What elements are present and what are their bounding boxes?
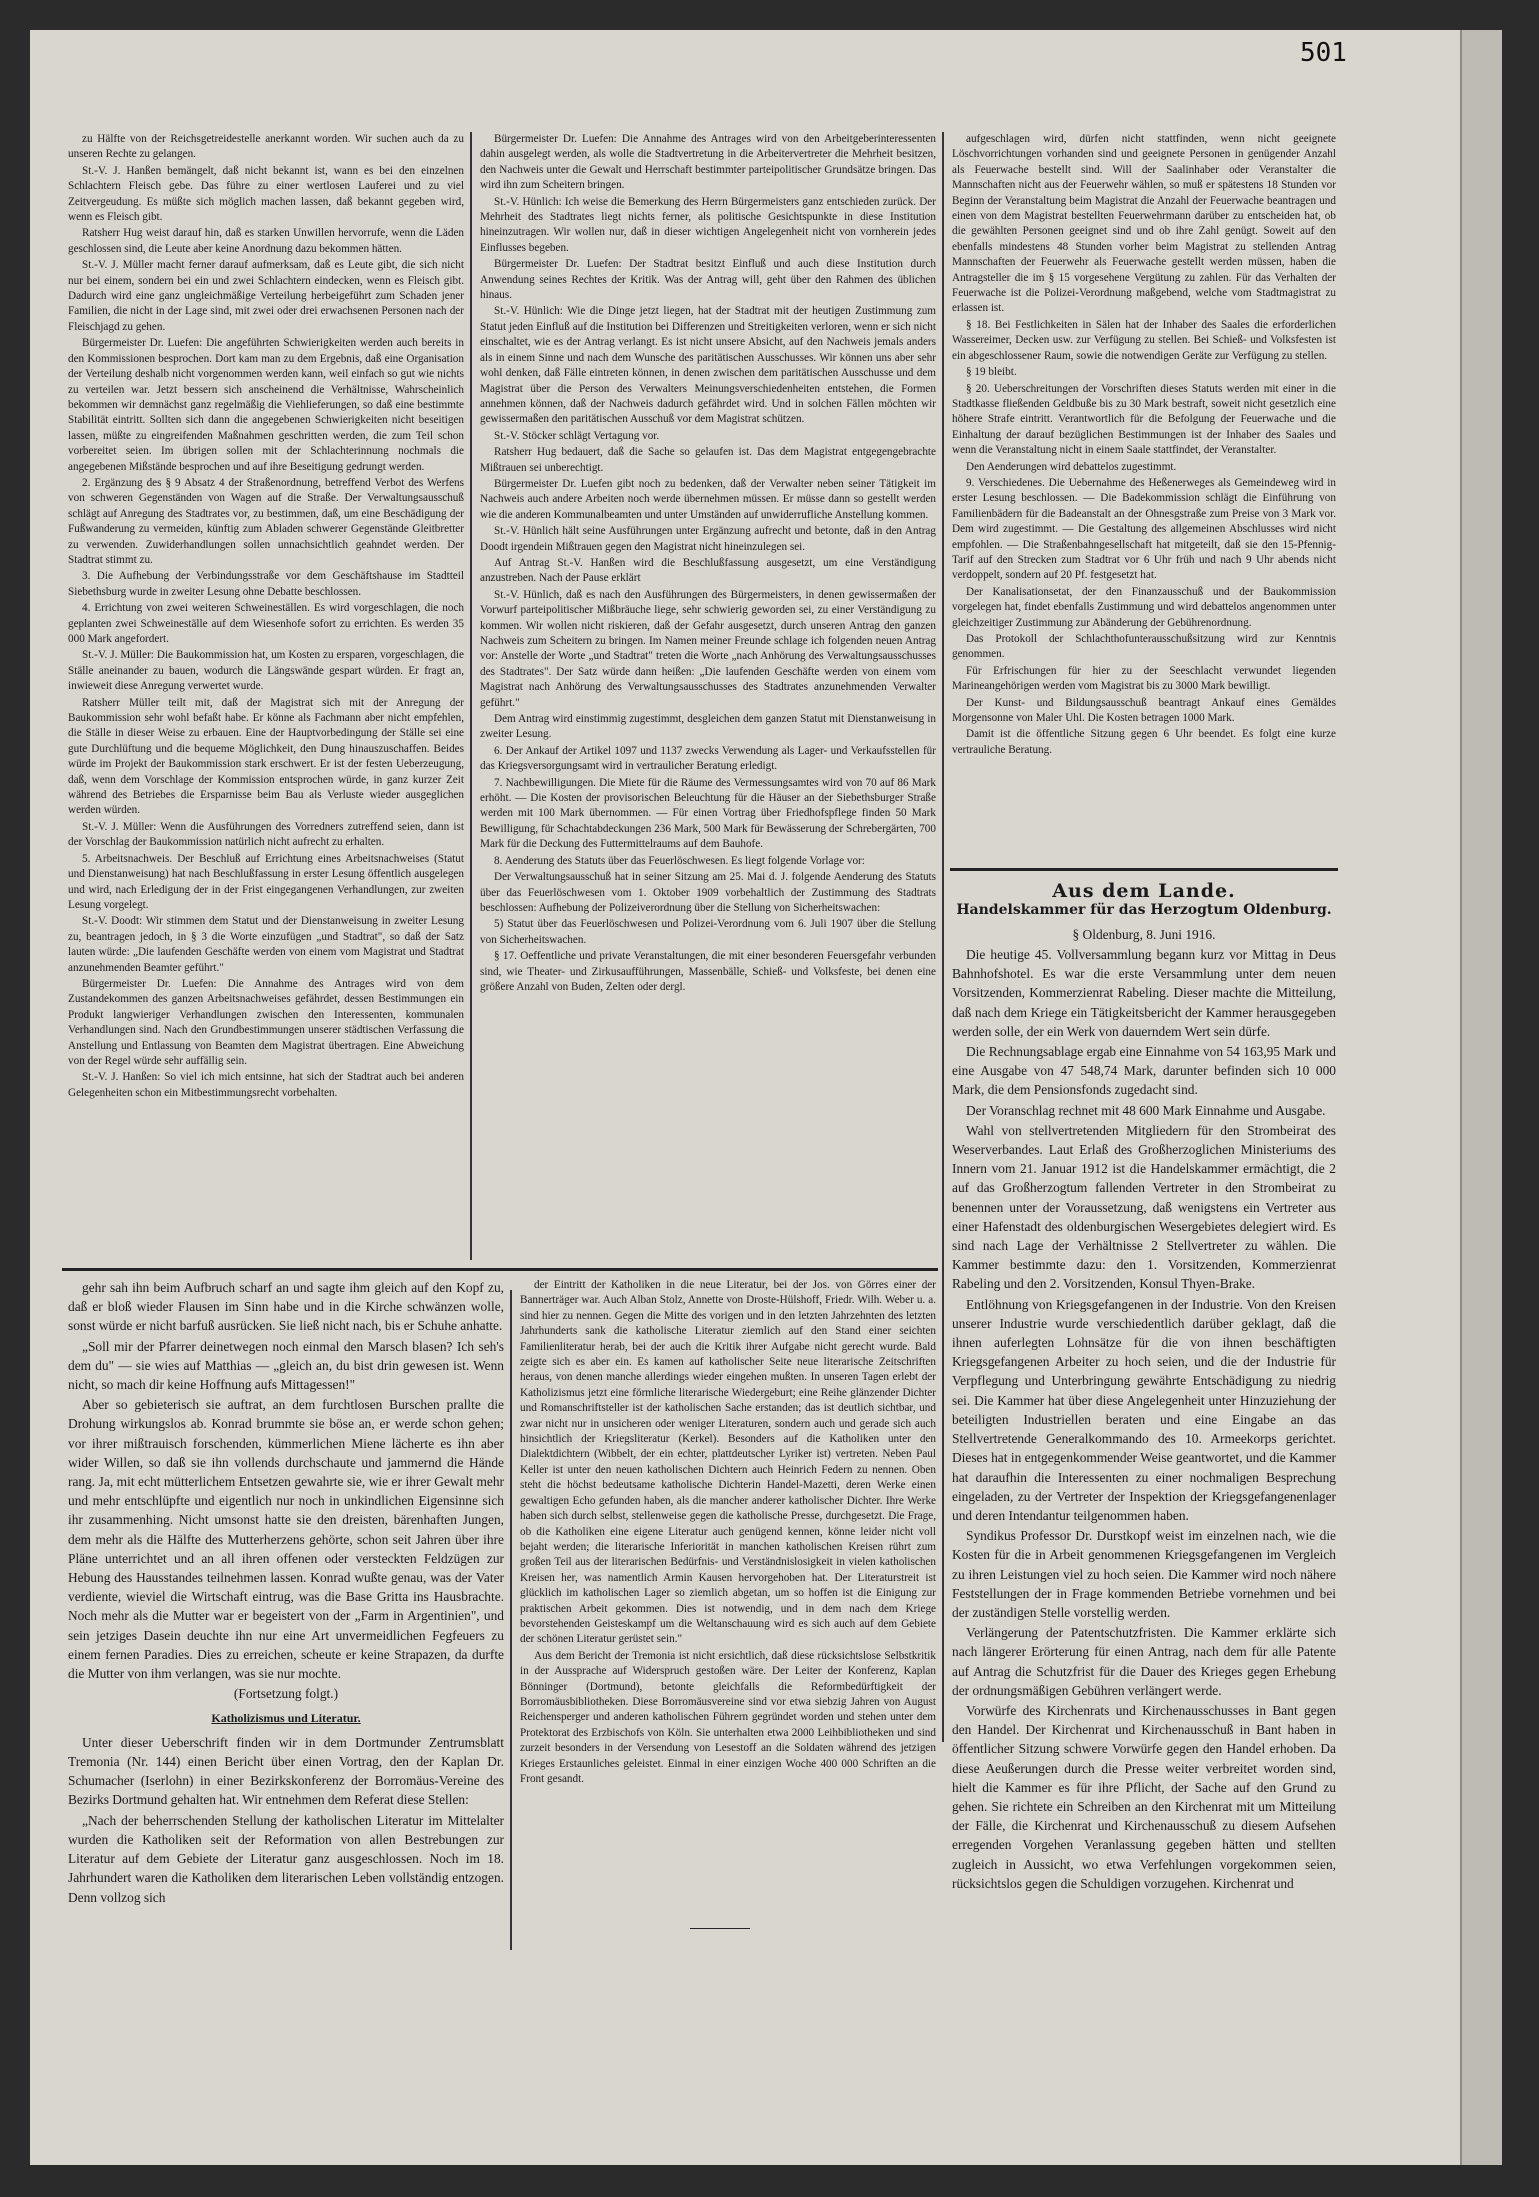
page-edge [1460,30,1502,2165]
upper-lower-separator [62,1268,938,1271]
aus-dem-lande-separator [950,868,1338,871]
paragraph: gehr sah ihn beim Aufbruch scharf an und sagte ihm gleich auf den Kopf zu, daß er bloß wieder Flausen im Sinn habe und in die Kirche schwänzen wolle, sonst würde er nicht barfuß ausrücken. Sie ließ nicht nach, bis er Schuhe anhatte. [68,1280,504,1334]
paragraph: St.-V. J. Müller: Die Baukommission hat, um Kosten zu ersparen, vorgeschlagen, die Ställe aneinander zu bauen, wodurch die Längswände gespart würden. Er fragt an, inwieweit diese Anregung verwertet wurde. [68,649,464,693]
paragraph: Bürgermeister Dr. Luefen: Die angeführten Schwierigkeiten werden auch bereits in den Kommissionen besprochen. Dort kam man zu dem Ergebnis, daß eine Organisation der Verteilung deshalb nicht vorgenommen werden kann, weil einfach so gut wie nichts zu verteilen war. Jetzt bessern sich anscheinend die Verhältnisse, Wahrscheinlich bekommen wir demnächst ganz regelmäßig die Viehlieferungen, so daß eine bestimmte Stabilität eintritt. Sollten sich dann die angegebenen Schwierigkeiten nicht beseitigen lassen, müßte zu eingreifenden Maßnahmen geschritten werden, die zum Teil schon vorbereitet seien. Im übrigen sollen mit der Schlachterinnung nochmals die angegebenen Mißstände besprochen und auf ihre Beseitigung gedrungt werden. [68,337,464,473]
column-3 [952,132,1336,862]
paragraph: § 20. Ueberschreitungen der Vorschriften dieses Statuts werden mit einer in die Stadtkasse fließenden Geldbuße bis zu 30 Mark bestraft, soweit nicht gesetzlich eine höhere Strafe eintritt. Verantwortlich für die Befolgung der Feuerwache und die Einhaltung der darauf bezüglichen Bestimmungen ist der Inhaber des Saales und wenn die Veranstaltung nicht in einem Saale stattfindet, der Veranstalter. [952,382,1336,457]
katholizismus-heading: Katholizismus und Literatur. [211,1711,361,1726]
paragraph: St.-V. J. Hanßen bemängelt, daß nicht bekannt ist, wann es bei den einzelnen Schlachtern Fleisch gebe. Das führe zu einer wertlosen Lauferei und zu viel Zeitvergeudung. Es müßte sich möglich machen lassen, daß bekannt gegeben wird, wenn es Fleisch gibt. [68,164,464,224]
paragraph: 9. Verschiedenes. Die Uebernahme des Heßenerweges als Gemeindeweg wird in erster Lesung beschlossen. — Die Badekommission schlägt die Einführung von Familienbädern für die Badeanstalt an der Ohnesgstraße zum Preise von 3 Mark vor. Dem wird zugestimmt. — Die Gestaltung des allgemeinen Abschlusses wird nicht empfohlen. — Die Straßenbahngesellschaft hat mitgeteilt, daß sie den 15-Pfennig-Tarif auf den Strecken zum Stadtrat vor 6 Uhr früh und nach 9 Uhr abends nicht verdoppelt, sondern auf 20 Pf. festgesetzt hat. [952,476,1336,582]
paragraph: Für Erfrischungen für hier zu der Seeschlacht verwundet liegenden Marineangehörigen werden vom Magistrat bis zu 3000 Mark bewilligt. [952,664,1336,693]
paragraph: 8. Aenderung des Statuts über das Feuerlöschwesen. Es liegt folgende Vorlage vor: [494,854,865,867]
paragraph: Der Kanalisationsetat, der den Finanzausschuß und der Baukommission vorgelegen hat, findet ebenfalls Zustimmung und wird debattelos angenommen unter gleichzeitiger Zustimmung zur Abänderung der Gebührenordnung. [952,585,1336,629]
paragraph: 2. Ergänzung des § 9 Absatz 4 der Straßenordnung, betreffend Verbot des Werfens von schweren Gegenständen von Wagen auf die Straße. Der Verwaltungsausschuß schlägt auf Anregung des Stadtrates vor, zu bestimmen, daß, um eine Beschädigung der Fußwanderung zu vermeiden, künftig zum Abladen schwerer Gegenstände Gleitbretter zu verwenden. Zuwiderhandlungen sollen unnachsichtlich geahndet werden. Der Stadtrat stimmt zu. [68,476,464,566]
paragraph: Der Voranschlag rechnet mit 48 600 Mark Einnahme und Ausgabe. [966,1102,1326,1118]
paragraph: Die heutige 45. Vollversammlung begann kurz vor Mittag in Deus Bahnhofshotel. Es war die erste Versammlung unter dem neuen Vorsitzenden, Kommerzienrat Rabeling. Dieser machte die Mitteilung, daß nach dem Kriege ein Tätigkeitsbericht der Kammer herausgegeben werden solle, der ein Werk von dauerndem Wert sein dürfe. [952,947,1336,1039]
paragraph: St.-V. Hünlich hält seine Ausführungen unter Ergänzung aufrecht und betonte, daß in den Antrag Doodt irgendein Mißtrauen gegen den Magistrat nicht hineinzulegen sei. [480,525,936,553]
paragraph: Ratsherr Hug bedauert, daß die Sache so gelaufen ist. Das dem Magistrat entgegengebrachte Mißtrauen sei unberechtigt. [480,446,936,474]
paragraph: Syndikus Professor Dr. Durstkopf weist im einzelnen nach, wie die Kosten für die in Arbeit genommenen Kriegsgefangenen im Vergleich zu ihren Leistungen viel zu hoch seien. Die Kammer wird noch nähere Feststellungen der in Frage kommenden Betriebe vornehmen und bei der zuständigen Stelle vorstellig werden. [952,1528,1336,1620]
column-rule-1 [470,132,472,1260]
paragraph: Bürgermeister Dr. Luefen: Die Annahme des Antrages wird von dem Zustandekommen des ganzen Arbeitsnachweises gefährdet, dessen Bestimmungen ein Produkt langwieriger Verhandlungen zwischen den Interessenten, kommunalen Verhandlungen sind. Nach den Grundbestimmungen unserer städtischen Verfassung die Anstellung und Entlassung von Beamten dem Magistrat übertragen. Eine Abweichung von der Regel würde sehr auffällig sein. [68,977,464,1067]
lower-column-2 [520,1278,936,1948]
paragraph: Verlängerung der Patentschutzfristen. Die Kammer erklärte sich nach längerer Erörterung für einen Antrag, nach dem für alle Patente auf Antrag die Schutzfrist für die Dauer des Krieges gegen Erhebung der ordnungsmäßigen Gebühren verlängert werde. [952,1625,1336,1698]
lower-column-1 [68,1278,504,1948]
section-heading: Aus dem Lande. [1052,880,1236,902]
paragraph: St.-V. Hünlich, daß es nach den Ausführungen des Bürgermeisters, in denen gewissermaßen der Vorwurf parteipolitischer Mißbräuche liege, sehr schwierig geworden sei, zu einer Verständigung zu kommen. Wir wollen nicht riskieren, daß der Gefahr ausgesetzt, durch unseren Antrag den ganzen Nachweis zum Scheitern zu bringen. Im Namen meiner Freunde schlage ich folgenden neuen Antrag vor: Anstelle der Worte „und Stadtrat" treten die Worte „nach Anhörung des Verwaltungsausschusses des Stadtrates". Der Satz würde dann heißen: „Die laufenden Geschäfte werden von einem vom Magistrat nach Anhörung des Verwaltungsausschusses des Stadtrates anzunehmenden Verwalter geführt." [480,588,936,709]
paragraph: Vorwürfe des Kirchenrats und Kirchenausschusses in Bant gegen den Handel. Der Kirchenrat und Kirchenausschuß in Bant haben in öffentlicher Sitzung schwere Vorwürfe gegen den Handel erhoben. Da diese Aeußerungen durch die Presse weiter verbreitet worden sind, hielt die Kammer es für ihre Pflicht, der Sache auf den Grund zu gehen. Sie richtete ein Schreiben an den Kirchenrat mit um Mitteilung der Fälle, die Kirchenrat und Kirchenausschuß zu diesem Aufsehen erregenden Vorgehen Veranlassung gegeben hätten und stellten zugleich in Aussicht, wo etwa Verfehlungen vorgekommen seien, rücksichtslos gegen die Schuldigen vorzugehen. Kirchenrat und [952,1702,1336,1891]
paragraph: 5) Statut über das Feuerlöschwesen und Polizei-Verordnung vom 6. Juli 1907 über die Stellung von Sicherheitswachen. [480,918,936,946]
paragraph: Der Verwaltungsausschuß hat in seiner Sitzung am 25. Mai d. J. folgende Aenderung des Statuts über das Feuerlöschwesen vom 1. Oktober 1909 vorbehaltlich der Zustimmung des Stadtrats beschlossen: Aufhebung der Polizeiverordnung über die Stellung von Sicherheitswachen: [480,871,936,914]
paragraph: Der Kunst- und Bildungsausschuß beantragt Ankauf eines Gemäldes Morgensonne von Maler Uhl. Die Kosten betragen 1000 Mark. [952,696,1336,725]
column-rule-3 [510,1290,512,1950]
paragraph: Den Aenderungen wird debattelos zugestimmt. [966,460,1177,473]
end-rule [690,1928,750,1929]
paragraph: der Eintritt der Katholiken in die neue Literatur, bei der Jos. von Görres einer der Bannerträger war. Auch Alban Stolz, Annette von Droste-Hülshoff, Friedr. Wilh. Weber u. a. sind hier zu nennen. Gegen die Mitte des vorigen und in den letzten Jahrzehnten des letzten Jahrhunderts sank die katholische Literatur ziemlich auf den Stand einer seichten Familienliteratur herab, bei der auch die Kritik ihrer Aufgabe nicht gerecht wurde. Bald zeigte sich es aber ein. Es kamen auf katholischer Seite neue literarische Zeitschriften heraus, von denen manche allerdings wieder eingehen mußten. In unseren Tagen erlebt der Katholizismus jetzt eine förmliche literarische Wiedergeburt; eine Reihe glänzender Dichter und Romanschriftsteller ist der katholischen Sache erstanden; das ist deutlich sichtbar, und zwar nicht nur in unsicheren oder weniger Literaturen, sondern auch und gerade sich auch hinsichtlich der Kriegsliteratur (Kerkel). Besonders auf die Katholiken unter den Dialektdichtern (Wibbelt, der ein echter, plattdeutscher Lyriker ist) vertreten. Neben Paul Keller ist unter den neuen katholischen Dichtern auch Heinrich Federn zu nennen. Oben steht die höchst bedeutsame katholische Dichterin Handel-Mazetti, deren Werke einen gewaltigen Echo gefunden haben, als die mancher anderer katholischer Dichter. Ihre Werke haben sich durch selbst, stellenweise gegen die katholische Presse, durchgesetzt. Die Frage, ob die Katholiken eine eigene Literatur auch genügend kennen, könne leider nicht voll bejaht werden; die literarische Inferiorität in manchen katholischen Kreisen rührt zum großen Teil aus der literarischen Bedürfnis- und Verständnislosigkeit in vielen katholischen Kreisen her, was namentlich Armin Kausen hervorgehoben hat. Der Literaturstreit ist glücklich im katholischen Lager so ziemlich abgetan, um so hoffen ist die Einigung zur praktischen Arbeit gekommen. Dies ist notwendig, und in dem nach dem Kriege bevorstehenden Geisteskampf um die Weltanschauung wird es sich auch auf dem Gebiete der schönen Literatur gerüstet sein." [520,1279,936,1646]
paragraph: Ratsherr Müller teilt mit, daß der Magistrat sich mit der Anregung der Baukommission sehr wohl befaßt habe. Er könne als Fachmann aber nicht empfehlen, die Ställe in dieser Weise zu erbauen. Eine der Hauptvorbedingung der Ställe sei eine gute Durchlüftung und die bequeme Möglichkeit, den Dung hinauszuschaffen. Beides würde im Projekt der Baukommission stark erschwert. Er ist der festen Ueberzeugung, daß, wenn dem Vorschlage der Kommission entsprochen würde, in ganz kurzer Zeit während des Betriebes die Ersparnisse beim Bau als Verluste wieder ausgeglichen werden würden. [68,696,464,817]
paragraph: aufgeschlagen wird, dürfen nicht stattfinden, wenn nicht geeignete Löschvorrichtungen vorhanden sind und geeignete Personen in genügender Anzahl als Feuerwache bestellt sind. Will der Saalinhaber oder Veranstalter die Mannschaften nicht aus der Feuerwehr wählen, so muß er spätestens 18 Stunden vor Beginn der Veranstaltung beim Magistrat die Anzahl der Feuerwache beantragen und einen von dem Magistrat bestellten Feuerwehrmann darüber zu entscheiden hat, ob die gewählten Personen geeignet sind und ob ihre Zahl genügt. Soweit auf den ebenfalls mindestens 48 Stunden vorher beim Magistrat zu stellenden Antrag Mannschaften der Feuerwehr als Feuerwache gestellt werden müssen, haben die Antragsteller die im § 15 vorgesehene Vergütung zu zahlen. Für das Verhalten der Feuerwache ist die Polizei-Verordnung maßgebend, welche vom Stadtmagistrat zu erlassen ist. [952,133,1336,315]
paragraph: zu Hälfte von der Reichsgetreidestelle anerkannt worden. Wir suchen auch da zu unseren Rechte zu gelangen. [68,133,464,161]
paragraph: 6. Der Ankauf der Artikel 1097 und 1137 zwecks Verwendung als Lager- und Verkaufsstellen für das Kriegsversorgungsamt wird in vertraulicher Beratung erledigt. [480,744,936,773]
paragraph: St.-V. Doodt: Wir stimmen dem Statut und der Dienstanweisung in zweiter Lesung zu, beantragen jedoch, in § 3 die Worte einzufügen „und Stadtrat", so daß der Satz lauten würde: „Die laufenden Geschäfte werden von einem vom Magistrat und Stadtrat anzunehmenden Beamter geführt." [68,915,464,974]
paragraph: Damit ist die öffentliche Sitzung gegen 6 Uhr beendet. Es folgt eine kurze vertrauliche Beratung. [952,728,1336,756]
paragraph: „Nach der beherrschenden Stellung der katholischen Literatur im Mittelalter wurden die Katholiken seit der Reformation von allen Bestrebungen zur Literatur auf dem Gebiete der Literatur ganz ausgeschlossen. Noch im 18. Jahrhundert waren die Katholiken dem literarischen Leben vollständig entzogen. Denn vollzog sich [68,1812,504,1905]
paragraph: 7. Nachbewilligungen. Die Miete für die Räume des Vermessungsamtes wird von 70 auf 86 Mark erhöht. — Die Kosten der provisorischen Beleuchtung für die Häuser an der Siebethsburger Straße werden mit 100 Mark übernommen. — Für einen Vortrag über Friedhofspflege finden 50 Mark Bewilligung, für Schachtabdeckungen 236 Mark, 500 Mark für Bewässerung der Schrebergärten, 700 Mark für die Deckung des Futtermittelraums auf dem Bauhofe. [480,776,936,851]
paragraph: St.-V. Hünlich: Wie die Dinge jetzt liegen, hat der Stadtrat mit der heutigen Zustimmung zum Statut jeden Einfluß auf die Institution bei Differenzen und Streitigkeiten verloren, wenn er sich nicht einschaltet, wie es der Antrag verlangt. Es ist nicht unsere Absicht, auf den Nachweis jemals anders als in einem Sinne und nach dem Wunsche des paritätischen Ausschusses. Wir können uns aber sehr wohl denken, daß Fälle eintreten können, in denen zwischen dem paritätischen Ausschusse und dem Magistrat über die Person des Verwalters Meinungsverschiedenheiten entstehen, die Formen annehmen können, daß der Nachweis dadurch gefährdet wird. Und in solchen Fällen möchten wir gewissermaßen den paritätischen Ausschuß vor dem Magistrat schützen. [480,305,936,426]
paragraph: St.-V. J. Müller: Wenn die Ausführungen des Vorredners zutreffend seien, dann ist der Vorschlag der Baukommission natürlich nicht aufrecht zu erhalten. [68,820,464,849]
paragraph: 4. Errichtung von zwei weiteren Schweineställen. Es wird vorgeschlagen, die noch geplanten zwei Schweineställe auf dem Wiesenhofe sofort zu errichten. Es werden 35 000 Mark angefordert. [68,602,464,645]
paragraph: Ratsherr Hug weist darauf hin, daß es starken Unwillen hervorrufe, wenn die Läden geschlossen sind, die Leute aber keine Anordnung dazu bekommen hätten. [68,227,464,255]
paragraph: § 18. Bei Festlichkeiten in Sälen hat der Inhaber des Saales die erforderlichen Wassereimer, Decken usw. zur Verfügung zu stellen. Bei Schieß- und Volksfesten ist ein abgeschlossener Raum, sowie die notwendigen Geräte zur Verfügung zu stellen. [952,318,1336,362]
paragraph: Aus dem Bericht der Tremonia ist nicht ersichtlich, daß diese rücksichtslose Selbstkritik in der Aussprache auf Widerspruch gestoßen wäre. Der Leiter der Konferenz, Kaplan Bönninger (Dortmund), betonte gleichfalls die Reformbedürftigkeit der Borromäusbibliotheken. Diese Borromäusvereine sind vor etwa siebzig Jahren von August Reichensperger und anderen katholischen Führern gegründet worden und stehen unter dem Protektorat des Erzbischofs von Köln. Sie unterhalten etwa 2000 Leihbibliotheken und sind zurzeit besonders in der Versendung von Lesestoff an die Soldaten während des jetzigen Krieges Erstaunliches geleistet. Einmal in einer einzigen Woche 400 000 Schriften an die Front gesandt. [520,1649,936,1785]
paragraph: (Fortsetzung folgt.) [233,1686,339,1702]
paragraph: § 17. Oeffentliche und private Veranstaltungen, die mit einer besonderen Feuersgefahr verbunden sind, wie Theater- und Zirkusaufführungen, Massenbälle, Schieß- und Volksfeste, bei denen eine größere Anzahl von Buden, Zelten oder dergl. [480,950,936,993]
paragraph: 5. Arbeitsnachweis. Der Beschluß auf Errichtung eines Arbeitsnachweises (Statut und Dienstanweisung) hat nach Beschlußfassung in erster Lesung öffentlich ausgelegen und wird, nach Erledigung der in der Frist eingegangenen Verhandlungen, zur zweiten Lesung vorgelegt. [68,852,464,911]
paragraph: St.-V. J. Hanßen: So viel ich mich entsinne, hat sich der Stadtrat auch bei anderen Gelegenheiten schon ein Mitbestimmungsrecht vorbehalten. [68,1071,464,1099]
paragraph: Bürgermeister Dr. Luefen gibt noch zu bedenken, daß der Verwalter neben seiner Tätigkeit im Nachweis auch andere Arbeiten noch werde übernehmen müssen. Er müsse dann so gestellt werden wie die anderen Kommunalbeamten und unter Umständen auf unwiderrufliche Anstellung kommen. [480,477,936,521]
column-1 [68,132,464,1262]
paragraph: Unter dieser Ueberschrift finden wir in dem Dortmunder Zentrumsblatt Tremonia (Nr. 144) einen Bericht über einen Vortrag, den der Kaplan Dr. Schumacher (Iserlohn) in einer Bezirkskonferenz der Borromäus-Vereine des Bezirks Dortmund gehalten hat. Wir entnehmen dem Referat diese Stellen: [68,1734,504,1808]
article-heading: Handelskammer für das Herzogtum Oldenburg. [956,902,1332,919]
paragraph: St.-V. Hünlich: Ich weise die Bemerkung des Herrn Bürgermeisters ganz entschieden zurück. Der Mehrheit des Stadtrates liegt nichts ferner, als politische Gesichtspunkte in diese Institution hineinzutragen. Wir wollen nur, daß in dieser wichtigen Angelegenheit nicht von vornherein jedes Einflusses begeben. [480,195,936,254]
paragraph: § 19 bleibt. [966,366,1017,379]
paragraph: St.-V. J. Müller macht ferner darauf aufmerksam, daß es Leute gibt, die sich nicht nur bei einem, sondern bei ein und zwei Schlachtern eindecken, wenn es Fleisch gibt. Dadurch wird eine ganz ungleichmäßige Verteilung herbeigeführt zum Schaden jener Familien, die nicht in der Lage sind, mit zwei oder drei erwachsenen Personen nach der Fleischjagd zu gehen. [68,259,464,333]
paragraph: Bürgermeister Dr. Luefen: Die Annahme des Antrages wird von den Arbeitgeberinteressenten dahin ausgelegt werden, als wolle die Stadtvertretung in die Arbeitervertreter die Mehrheit besitzen, den Nachweis unter die Gewalt und Herrschaft bestimmter parteipolitischer Grundsätze bringen. Das wird ihn zum Scheitern bringen. [480,133,936,192]
paragraph: Das Protokoll der Schlachthofunterausschußsitzung wird zur Kenntnis genommen. [952,633,1336,661]
paragraph: Die Rechnungsablage ergab eine Einnahme von 54 163,95 Mark und eine Ausgabe von 47 548,74 Mark, darunter befinden sich 10 000 Mark, die dem Pensionsfonds zugedacht sind. [952,1044,1336,1098]
column-rule-2 [942,132,944,1742]
aus-dem-lande-article [952,878,1336,1948]
paragraph: Entlöhnung von Kriegsgefangenen in der Industrie. Von den Kreisen unserer Industrie wurde verschiedentlich darüber geklagt, daß die ihnen auferlegten Lohnsätze für die von ihnen beschäftigten Kriegsgefangenen Arbeiter zu hoch seien, und die der Industrie für Verpflegung und Unterbringung gewährte Entschädigung zu niedrig sei. Die Kammer hat über diese Angelegenheit unter Hinzuziehung der beteiligten Industriellen beraten und eine Eingabe an das Stellvertretende Generalkommando des 10. Armeekorps gerichtet. Dieses hat in entgegenkommender Weise geantwortet, und die Kammer hat daraufhin die Interessenten zu einer nochmaligen Besprechung eingeladen, zu der Vertreter der Inspektion der Kriegsgefangenenlager und deren Intendantur teilgenommen haben. [952,1296,1336,1523]
paragraph: Bürgermeister Dr. Luefen: Der Stadtrat besitzt Einfluß und auch diese Institution durch Anwendung seines Rechtes der Kritik. Was der Antrag will, geht über den Rahmen des üblichen hinaus. [480,258,936,302]
paragraph: 3. Die Aufhebung der Verbindungsstraße vor dem Geschäftshause im Stadtteil Siebethsburg wurde in zweiter Lesung ohne Debatte beschlossen. [68,570,464,598]
paragraph: Dem Antrag wird einstimmig zugestimmt, desgleichen dem ganzen Statut mit Dienstanweisung in zweiter Lesung. [480,713,936,741]
paragraph: St.-V. Stöcker schlägt Vertagung vor. [494,429,660,442]
paragraph: Auf Antrag St.-V. Hanßen wird die Beschlußfassung ausgesetzt, um eine Verständigung anzustreben. Nach der Pause erklärt [480,556,936,585]
paragraph: § Oldenburg, 8. Juni 1916. [1072,926,1216,942]
paragraph: „Soll mir der Pfarrer deinetwegen noch einmal den Marsch blasen? Ich seh's dem du" — sie wies auf Matthias — „gleich an, du bist drin gewesen ist. Wenn nicht, so mach dir keine Hoffnung aufs Mittagessen!" [68,1338,504,1393]
page-number: 501 [1300,38,1347,68]
paragraph: Wahl von stellvertretenden Mitgliedern für den Strombeirat des Weserverbandes. Laut Erlaß des Großherzoglichen Ministeriums des Innern vom 21. Januar 1912 ist die Handelskammer ermächtigt, die 2 auf das Großherzogtum fallenden Vertreter in den Strombeirat zu benennen unter der Voraussetzung, daß wenigstens ein Vertreter aus einer Hafenstadt des oldenburgischen Wesergebietes delegiert wird. Es sind nach Lage der Verhältnisse 2 Stellvertreter zu wählen. Die Kammer bestimmte dazu: den 1. Vorsitzenden, Kommerzienrat Rabeling und den 2. Vorsitzenden, Konsul Thyen-Brake. [952,1122,1336,1292]
paragraph: Aber so gebieterisch sie auftrat, an dem furchtlosen Burschen prallte die Drohung wirkungslos ab. Konrad brummte sie böse an, er werde schon gehen; vor ihrer mißtrauisch forschenden, kümmerlichen Miene lächerte es ihn aber wider Willen, so daß sie ihn vollends durchschaute und jammernd die Hände rang. Ja, mit echt mütterlichem Entsetzen gewahrte sie, wie er ihrer Gewalt mehr und mehr entschlüpfte und eigentlich nur noch in unkindlichen Eigensinne sich ihr zusammenhing. Nicht umsonst hatte sie den dreisten, bärenhaften Jungen, dem mehr als die Hälfte des Mutterherzens gehörte, schon seit Jahren über ihre Pläne unterrichtet und an all ihren offenen oder versteckten Feldzügen zur Hebung des Hausstandes teilnehmen lassen. Konrad wußte genau, was der Vater verdiente, wieviel die Wirtschaft eintrug, was die Base Gritta ins Hausbrachte. Noch mehr als die Mutter war er begeistert von der „Farm in Argentinien", und sein jetziges Dasein deuchte ihn nur eine Art unvermeidlichen Fegfeuers zu einem fernen Paradies. Dies zu erreichen, scheute er keine Strapazen, da durfte die Mutter von ihm verlangen, was sie nur mochte. [68,1397,504,1682]
column-2 [480,132,936,1262]
